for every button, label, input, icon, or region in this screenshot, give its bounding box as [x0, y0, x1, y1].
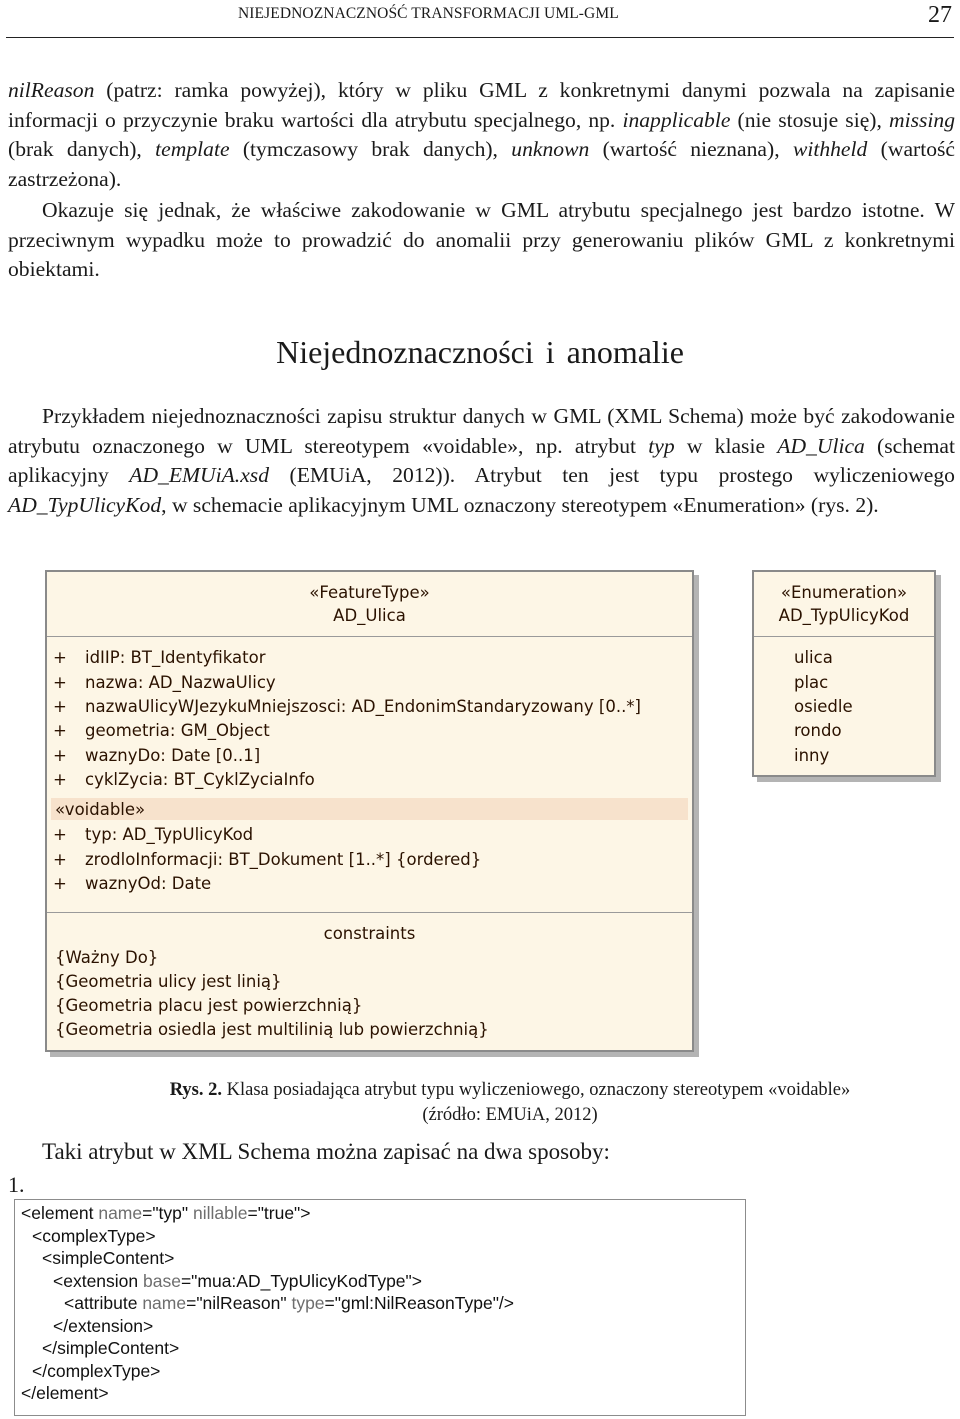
attribute-text: nazwaUlicyWJezykuMniejszosci: AD_EndonimStandaryzowany [0..*]	[85, 697, 641, 716]
text-span: (wartość zastrzeżona).	[8, 137, 956, 191]
page-header	[0, 0, 960, 40]
visibility-marker: +	[53, 850, 67, 869]
visibility-marker: +	[53, 673, 67, 692]
list-number: 1.	[8, 1172, 25, 1197]
paragraph-gml-encoding: Okazuje się jednak, że właściwe zakodowanie w GML atrybutu specjalnego jest bardzo istotne. W przeciwnym wypadku może to prowadzić do anomalii przy generowaniu plików GML z konkretnymi obiektami.	[8, 198, 955, 281]
enumeration-class-box	[752, 570, 936, 777]
text-span: (schemat aplikacyjny	[8, 433, 955, 487]
text-span: w klasie	[674, 433, 778, 458]
code-line: </extension>	[53, 1316, 154, 1336]
code-token: <attribute	[64, 1293, 143, 1313]
code-attr: name	[142, 1293, 187, 1313]
code-attr: type	[291, 1293, 325, 1313]
enum-literal: ulica	[794, 648, 833, 667]
code-attr: name	[98, 1203, 143, 1223]
term-inapplicable: inapplicable	[622, 107, 731, 132]
attribute-row	[53, 746, 260, 765]
attribute-text: waznyDo: Date [0..1]	[85, 746, 261, 765]
code-token: ="nilReason"	[186, 1293, 292, 1313]
text-span: (wartość nieznana),	[589, 137, 793, 161]
attribute-text: nazwa: AD_NazwaUlicy	[85, 673, 276, 692]
term-unknown: unknown	[511, 137, 590, 161]
class-divider	[754, 636, 934, 637]
text-span: , w schemacie aplikacyjnym UML oznaczony stereotypem «Enumeration» (rys. 2).	[161, 492, 879, 517]
visibility-marker: +	[53, 721, 67, 740]
attribute-row	[53, 825, 253, 844]
code-line	[64, 1293, 514, 1314]
code-attr: nillable	[192, 1203, 248, 1223]
attribute-text: idIIP: BT_Identyfikator	[85, 648, 266, 667]
voidable-stereotype: «voidable»	[55, 800, 146, 819]
enum-stereotype: «Enumeration»	[780, 583, 908, 602]
paragraph-example	[8, 402, 955, 520]
page-number: 27	[928, 2, 952, 28]
voidable-highlight	[51, 798, 688, 820]
class-divider	[47, 912, 692, 913]
enum-name: AD_TypUlicyKod	[778, 606, 910, 625]
code-line: <simpleContent>	[42, 1248, 175, 1268]
attribute-row	[53, 721, 270, 740]
text-span: (patrz: ramka powyżej), który w pliku GML z konkretnymi danymi pozwala na zapisanie informacji o przyczynie braku wartości dla atrybutu specjalnego, np.	[8, 78, 955, 132]
paragraph-nilreason	[8, 76, 955, 194]
text-span: Przykładem niejednoznaczności zapisu struktur danych w GML (XML Schema) może być zakodowanie atrybutu oznaczonego w UML stereotypem «voidable», np. atrybut	[8, 404, 955, 458]
code-token: <element	[21, 1203, 99, 1223]
class-divider	[47, 636, 692, 637]
constraint-item: {Ważny Do}	[55, 948, 159, 967]
caption-label: Rys. 2.	[169, 1080, 222, 1100]
code-line: </simpleContent>	[42, 1338, 180, 1358]
constraint-item: {Geometria placu jest powierzchnią}	[55, 996, 363, 1015]
code-token: ="true">	[247, 1203, 311, 1223]
attribute-row	[53, 697, 641, 716]
attribute-row	[53, 874, 211, 893]
attribute-row	[53, 673, 276, 692]
code-token: <extension	[53, 1271, 143, 1291]
caption-text: Klasa posiadająca atrybut typu wyliczeniowego, oznaczony stereotypem «voidable»	[222, 1080, 851, 1100]
visibility-marker: +	[53, 648, 67, 667]
term-withheld: withheld	[792, 137, 868, 161]
visibility-marker: +	[53, 746, 67, 765]
attribute-row	[53, 770, 315, 789]
running-title: NIEJEDNOZNACZNOŚĆ TRANSFORMACJI UML-GML	[238, 5, 619, 22]
class-name: AD_Ulica	[333, 606, 406, 625]
constraints-title: constraints	[323, 924, 416, 943]
attribute-text: geometria: GM_Object	[85, 721, 270, 740]
code-line	[21, 1203, 311, 1224]
enum-literal: plac	[794, 673, 829, 692]
term-typ: typ	[648, 433, 675, 458]
caption-line	[60, 1078, 960, 1103]
visibility-marker: +	[53, 770, 67, 789]
class-stereotype: «FeatureType»	[309, 583, 430, 602]
term-nilreason: nilReason	[8, 78, 95, 102]
code-token: ="typ"	[142, 1203, 193, 1223]
visibility-marker: +	[53, 825, 67, 844]
figure-caption	[60, 1078, 960, 1128]
header-rule	[6, 37, 954, 38]
attribute-text: waznyOd: Date	[85, 874, 212, 893]
text-span: (nie stosuje się),	[730, 107, 889, 132]
attribute-text: zrodloInformacji: BT_Dokument [1..*] {ordered}	[85, 850, 482, 869]
constraint-item: {Geometria ulicy jest linią}	[55, 972, 282, 991]
section-heading: Niejednoznaczności i anomalie	[276, 334, 684, 370]
code-token: ="gml:NilReasonType"/>	[324, 1293, 514, 1313]
code-attr: base	[143, 1271, 181, 1291]
term-ad-ulica: AD_Ulica	[777, 433, 865, 458]
enum-literal: osiedle	[794, 697, 853, 716]
attribute-text: typ: AD_TypUlicyKod	[85, 825, 254, 844]
code-line	[53, 1271, 422, 1292]
code-line: </element>	[21, 1383, 109, 1403]
intro-line: Taki atrybut w XML Schema można zapisać na dwa sposoby:	[42, 1139, 610, 1164]
visibility-marker: +	[53, 697, 67, 716]
text-span: (tymczasowy brak danych),	[229, 137, 512, 161]
enum-literal: rondo	[794, 721, 842, 740]
term-missing: missing	[889, 107, 955, 132]
code-line: <complexType>	[32, 1226, 156, 1246]
text-span: (brak danych),	[8, 137, 156, 161]
attribute-row	[53, 648, 266, 667]
xml-code-box	[14, 1199, 746, 1416]
visibility-marker: +	[53, 874, 67, 893]
text-span: (EMUiA, 2012)). Atrybut ten jest typu prostego wyliczeniowego	[269, 463, 955, 487]
attribute-row	[53, 850, 481, 869]
caption-source: (źródło: EMUiA, 2012)	[422, 1105, 598, 1125]
attribute-text: cyklZycia: BT_CyklZyciaInfo	[85, 770, 315, 789]
feature-class-box	[45, 570, 694, 1052]
term-xsd-file: AD_EMUiA.xsd	[129, 463, 269, 487]
term-template: template	[155, 137, 230, 161]
code-line: </complexType>	[32, 1361, 161, 1381]
constraint-item: {Geometria osiedla jest multilinią lub powierzchnią}	[55, 1020, 489, 1039]
term-ad-typulicykod: AD_TypUlicyKod	[8, 492, 162, 517]
enum-literal: inny	[794, 746, 830, 765]
code-token: ="mua:AD_TypUlicyKodType">	[180, 1271, 422, 1291]
